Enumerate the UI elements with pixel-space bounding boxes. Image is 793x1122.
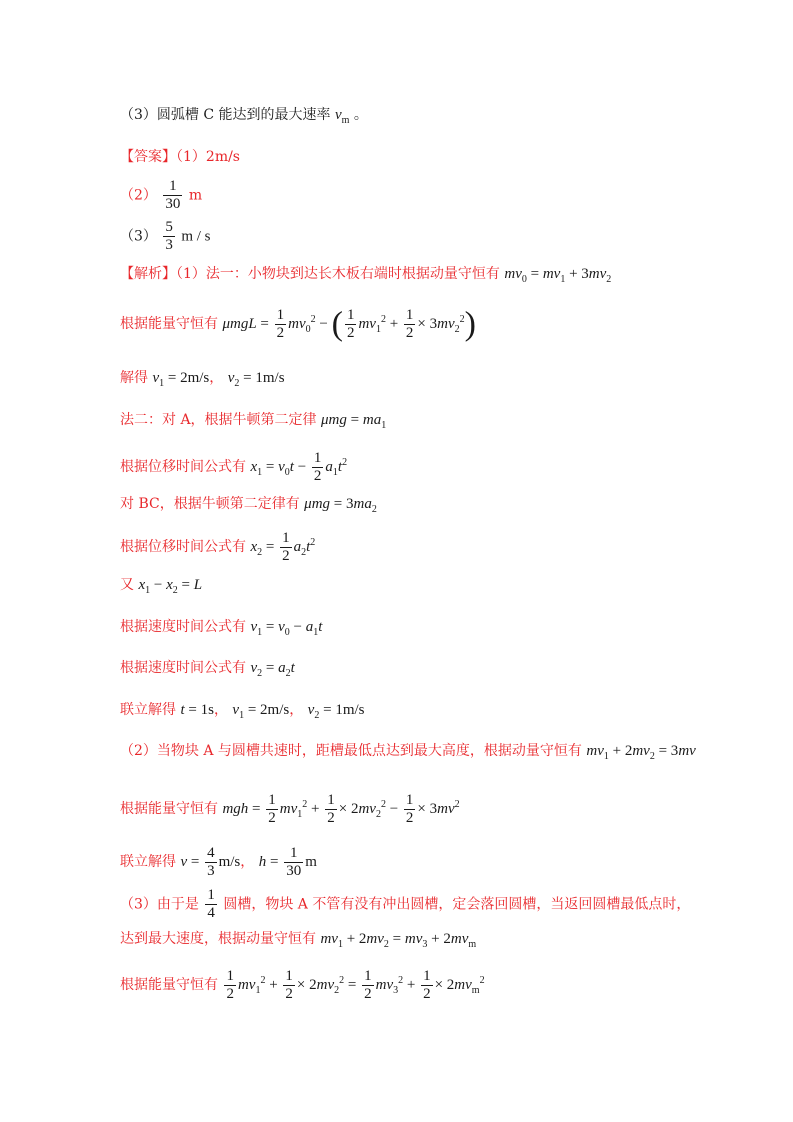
answer-2: （2） $\frac{1}{30}$ m — [120, 178, 203, 212]
answer-1: 【答案】（1）2m/s — [120, 149, 240, 165]
analysis-line-10: 根据速度时间公式有 $v_2 = a_2t$ — [120, 660, 295, 679]
part3-line-3: 根据能量守恒有 $\frac{1}{2}$ $mv_1^2$ + $\frac{1}{2}$ × $2mv_2^2$ = $\frac{1}{2}$ $mv_3^2$ + $\frac{1}{2}$ × $2mv_m^2$ — [120, 968, 485, 1002]
analysis-line-6: 对 BC，根据牛顿第二定律有 $\mu mg = 3ma_2$ — [120, 496, 377, 515]
question-3: （3）圆弧槽 C 能达到的最大速率 $v_m$ 。 — [120, 107, 368, 126]
answer-3: （3） $\frac{5}{3}$ m / s — [120, 219, 211, 253]
analysis-line-3: 解得 $v_1 = 2m/s$， $v_2 = 1m/s$ — [120, 370, 285, 389]
analysis-line-8: 又 $x_1 - x_2 = L$ — [120, 577, 203, 596]
analysis-line-7: 根据位移时间公式有 $x_2$ = $\frac{1}{2}$ $a_2t^2$ — [120, 530, 316, 564]
analysis-tag: 【解析】 — [120, 266, 176, 282]
part2-line-2: 根据能量守恒有 mgh = $\frac{1}{2}$ $mv_1^2$ + $\frac{1}{2}$ × $2mv_2^2$ − $\frac{1}{2}$ × $3mv^2$ — [120, 792, 460, 826]
answer-tag: 【答案】 — [120, 149, 176, 165]
part2-line-1: （2）当物块 A 与圆槽共速时，距槽最低点达到最大高度，根据动量守恒有 $mv_1 + 2mv_2 = 3mv$ — [120, 743, 696, 762]
part2-line-3: 联立解得 v = $\frac{4}{3}$ m/s， h = $\frac{1}{30}$ m — [120, 845, 317, 879]
analysis-line-5: 根据位移时间公式有 $x_1 = v_0t$ − $\frac{1}{2}$ $a_1t^2$ — [120, 450, 348, 484]
analysis-line-11: 联立解得 t = 1s， $v_1 = 2m/s$， $v_2 = 1m/s$ — [120, 702, 365, 721]
analysis-line-4: 法二：对 A，根据牛顿第二定律 $\mu mg = ma_1$ — [120, 412, 387, 431]
part3-line-2: 达到最大速度，根据动量守恒有 $mv_1 + 2mv_2 = mv_3 + 2mv_m$ — [120, 931, 477, 950]
analysis-line-2: 根据能量守恒有 μmgL = $\frac{1}{2}$ $mv_0^2$ − ( $\frac{1}{2}$ $mv_1^2$ + $\frac{1}{2}$ × $3mv_2^2$) — [120, 305, 476, 343]
analysis-line-9: 根据速度时间公式有 $v_1 = v_0 - a_1t$ — [120, 619, 323, 638]
analysis-line-1: 【解析】（1）法一：小物块到达长木板右端时根据动量守恒有 $mv_0 = mv_1 + 3mv_2$ — [120, 266, 612, 285]
part3-line-1: （3）由于是 $\frac{1}{4}$ 圆槽，物块 A 不管有没有冲出圆槽，定会落回圆槽，当返回圆槽最低点时， — [120, 887, 691, 921]
